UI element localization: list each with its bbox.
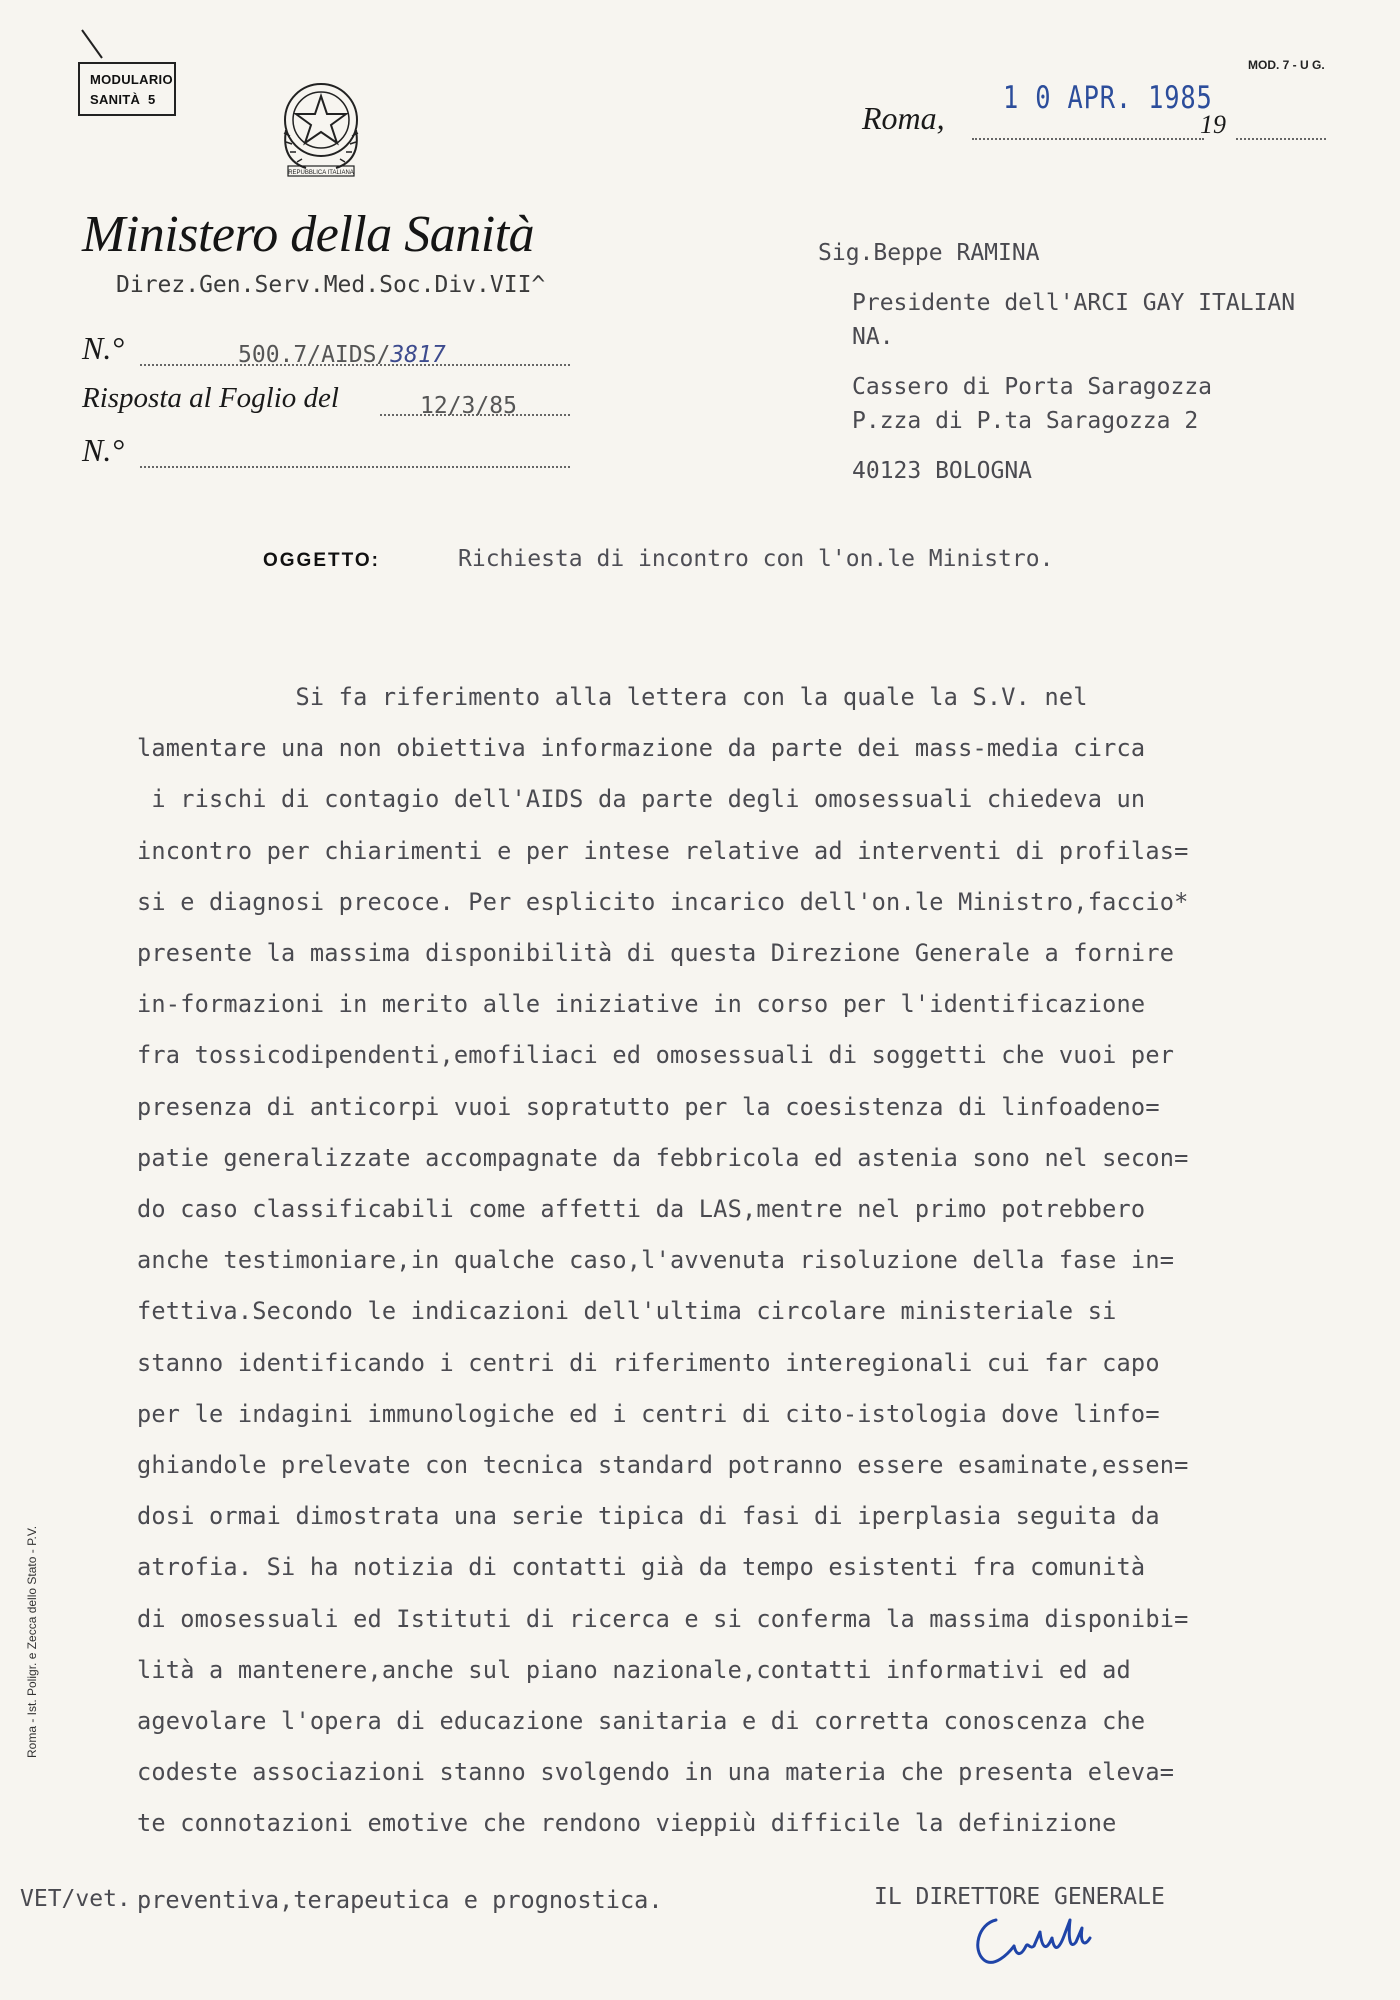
typist-initials: VET/vet. bbox=[20, 1886, 131, 1912]
subject-text: Richiesta di incontro con l'on.le Ministro. bbox=[458, 546, 1054, 572]
body-line: presenza di anticorpi vuoi sopratutto per la coesistenza di linfoadeno= bbox=[137, 1092, 1160, 1121]
date-dotted-line bbox=[972, 138, 1204, 140]
body-line: fra tossicodipendenti,emofiliaci ed omosessuali di soggetti che vuoi per bbox=[137, 1041, 1175, 1070]
italian-republic-emblem-icon bbox=[266, 70, 376, 180]
recipient-city: 40123 BOLOGNA bbox=[852, 458, 1033, 484]
body-line: incontro per chiarimenti e per intese relative ad interventi di profilas= bbox=[137, 836, 1189, 865]
body-line: agevolare l'opera di educazione sanitaria e di corretta conoscenza che bbox=[137, 1707, 1146, 1735]
year-prefix: 19 bbox=[1200, 110, 1226, 139]
form-code: MOD. 7 - U G. bbox=[1248, 58, 1325, 72]
body-line: atrofia. Si ha notizia di contatti già da tempo esistenti fra comunità bbox=[137, 1553, 1146, 1582]
emblem-ribbon-text: REPUBBLICA ITALIANA bbox=[288, 170, 354, 176]
protocol-number-label: N.° bbox=[82, 330, 125, 366]
modulario-number: SANITÀ 5 bbox=[90, 92, 156, 107]
year-dotted-line bbox=[1236, 138, 1326, 140]
division-line: Direz.Gen.Serv.Med.Soc.Div.VII^ bbox=[116, 272, 546, 298]
body-line: in-formazioni in merito alle iniziative in corso per l'identificazione bbox=[137, 990, 1146, 1019]
body-line: patie generalizzate accompagnate da febbricola ed astenia sono nel secon= bbox=[137, 1143, 1189, 1172]
protocol-number-handwritten: 3817 bbox=[390, 342, 446, 368]
body-line: ghiandole prelevate con tecnica standard potranno essere esaminate,essen= bbox=[137, 1451, 1189, 1479]
body-line: per le indagini immunologiche ed i centri di cito-istologia dove linfo= bbox=[137, 1399, 1160, 1428]
protocol-number bbox=[238, 342, 446, 368]
closing-line: preventiva,terapeutica e prognostica. bbox=[137, 1886, 663, 1914]
body-line: codeste associazioni stanno svolgendo in una materia che presenta eleva= bbox=[137, 1758, 1175, 1787]
body-line: lamentare una non obiettiva informazione da parte dei mass-media circa bbox=[137, 734, 1146, 763]
reply-number-label: N.° bbox=[82, 432, 125, 468]
recipient-address-2: P.zza di P.ta Saragozza 2 bbox=[852, 408, 1199, 434]
body-line: stanno identificando i centri di riferimento interegionali cui far capo bbox=[137, 1348, 1160, 1377]
body-line: anche testimoniare,in qualche caso,l'avvenuta risoluzione della fase in= bbox=[137, 1246, 1175, 1275]
modulario-label: MODULARIO bbox=[90, 72, 173, 87]
body-line: di omosessuali ed Istituti di ricerca e si conferma la massima disponibi= bbox=[137, 1604, 1189, 1633]
body-line: do caso classificabili come affetti da LAS,mentre nel primo potrebbero bbox=[137, 1195, 1146, 1223]
reply-number-dotted-line bbox=[140, 466, 570, 468]
reply-to-label: Risposta al Foglio del bbox=[82, 382, 339, 414]
body-line: lità a mantenere,anche sul piano nazionale,contatti informativi ed ad bbox=[137, 1655, 1131, 1684]
recipient-title-cont: NA. bbox=[852, 324, 894, 350]
body-line: si e diagnosi precoce. Per esplicito incarico dell'on.le Ministro,faccio* bbox=[137, 887, 1189, 916]
pencil-tick-mark bbox=[80, 28, 106, 62]
body-line: dosi ormai dimostrata una serie tipica di fasi di iperplasia seguita da bbox=[137, 1502, 1160, 1531]
recipient-title: Presidente dell'ARCI GAY ITALIAN bbox=[852, 290, 1296, 316]
body-line: presente la massima disponibilità di questa Direzione Generale a fornire bbox=[137, 939, 1175, 967]
body-line: Si fa riferimento alla lettera con la quale la S.V. nel bbox=[137, 683, 1088, 711]
date-stamp: 1 0 APR. 1985 bbox=[1003, 80, 1213, 116]
recipient-address-1: Cassero di Porta Saragozza bbox=[852, 374, 1213, 400]
body-line: te connotazioni emotive che rendono vieppiù difficile la definizione bbox=[137, 1809, 1117, 1838]
ministry-name: Ministero della Sanità bbox=[82, 206, 535, 263]
city-label: Roma, bbox=[862, 100, 945, 136]
reply-date: 12/3/85 bbox=[420, 393, 517, 419]
recipient-name: Sig.Beppe RAMINA bbox=[818, 240, 1040, 266]
body-line: fettiva.Secondo le indicazioni dell'ultima circolare ministeriale si bbox=[137, 1297, 1117, 1326]
handwritten-signature bbox=[968, 1902, 1128, 1972]
printer-imprint: Roma - Ist. Poligr. e Zecca dello Stato - P.V. bbox=[25, 1525, 39, 1758]
signer-title: IL DIRETTORE GENERALE bbox=[874, 1884, 1165, 1910]
protocol-number-typed: 500.7/AIDS/ bbox=[238, 342, 391, 368]
modulario-box bbox=[78, 62, 176, 116]
subject-label: OGGETTO: bbox=[263, 550, 380, 571]
body-line: i rischi di contagio dell'AIDS da parte degli omosessuali chiedeva un bbox=[137, 785, 1146, 814]
